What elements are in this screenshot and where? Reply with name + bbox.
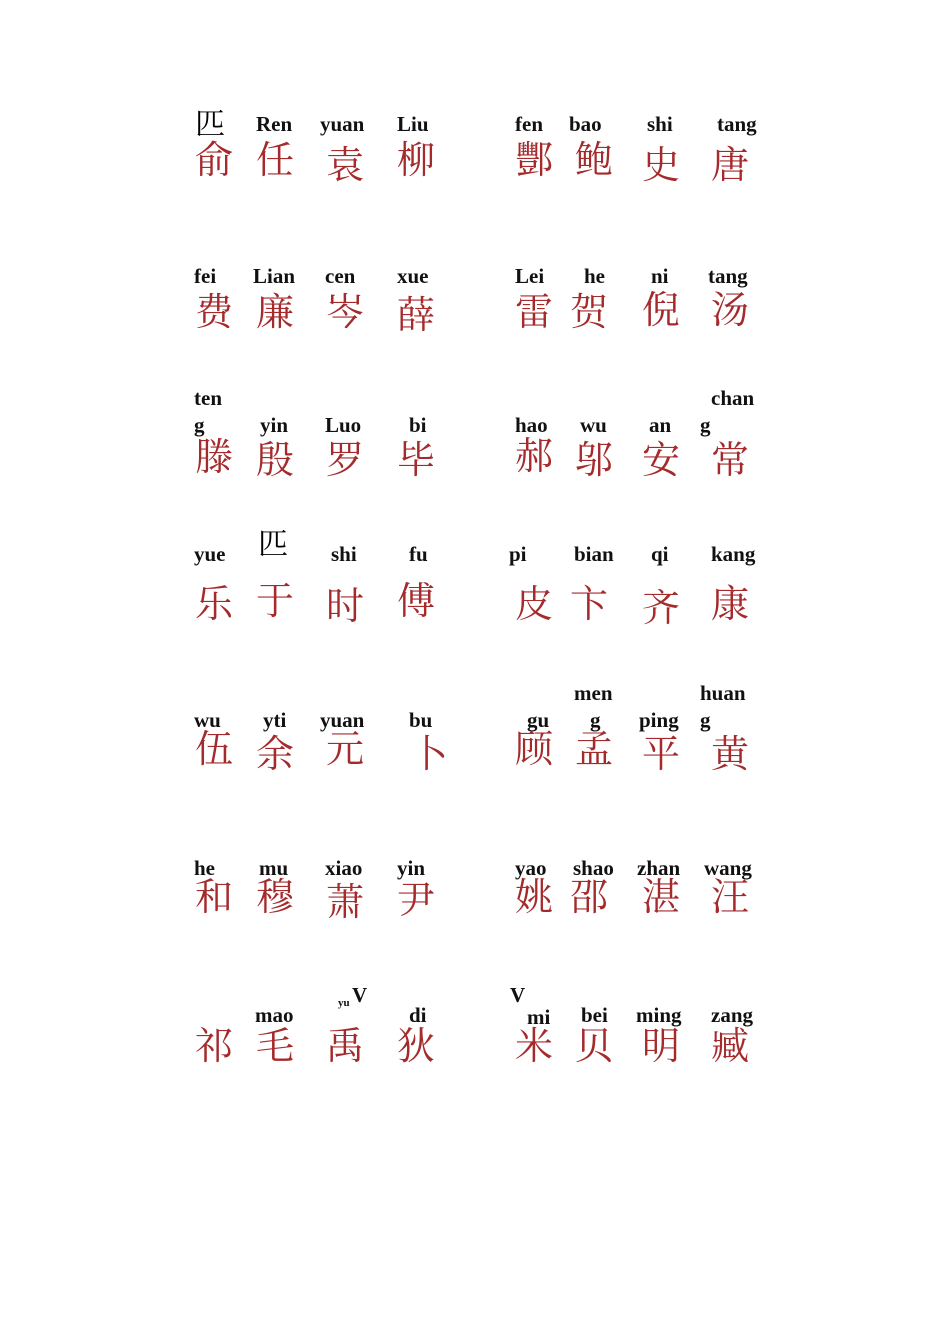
pinyin-label: xiao [325,856,363,880]
pinyin-label: ping [639,708,679,732]
pinyin-label: yu [338,997,350,1009]
pinyin-label: g [700,413,711,437]
surname-character: 臧 [711,1024,750,1068]
pinyin-label: ten [194,386,222,410]
surname-character: 常 [711,438,750,482]
surname-character: 毛 [256,1024,295,1068]
pinyin-label: wu [194,708,221,732]
pinyin-label: bu [409,708,433,732]
pinyin-label: an [649,413,672,437]
pinyin-label: tang [717,112,757,136]
surname-character: 毕 [397,438,436,482]
surname-character: 康 [711,582,750,626]
pinyin-label: pi [509,542,527,566]
pinyin-label: cen [325,264,356,288]
pinyin-label: V [510,983,526,1007]
placeholder-glyph: 匹 [195,107,225,142]
pinyin-label: g [590,708,601,732]
surname-character: 元 [326,727,365,771]
surname-character: 卜 [410,732,449,776]
surname-character: 傅 [397,579,436,623]
pinyin-label: kang [711,542,756,566]
surname-character: 姚 [515,875,554,919]
pinyin-label: Lei [515,264,545,288]
pinyin-label: yin [260,413,289,437]
pinyin-label: g [700,708,711,732]
surname-character: 卞 [570,582,609,626]
surname-character: 倪 [642,288,681,332]
surname-character: 郝 [515,434,554,478]
pinyin-label: qi [651,542,669,566]
pinyin-label: yti [263,708,287,732]
surname-character: 岑 [326,290,365,334]
surname-character: 薛 [397,293,436,337]
surname-character: 袁 [326,143,365,187]
pinyin-label: mi [527,1005,551,1029]
surname-character: 唐 [711,143,750,187]
surname-character: 平 [642,732,681,776]
surname-character: 明 [642,1024,681,1068]
pinyin-label: hao [515,413,548,437]
pinyin-label: wang [704,856,752,880]
pinyin-label: zhan [637,856,681,880]
surname-character: 邵 [570,875,609,919]
surname-character: 齐 [642,586,681,630]
pinyin-label: fei [194,264,217,288]
pinyin-label: ni [651,264,669,288]
pinyin-label: shao [573,856,614,880]
pinyin-label: tang [708,264,748,288]
pinyin-label: di [409,1003,427,1027]
pinyin-label: V [352,983,368,1007]
pinyin-label: bei [581,1003,608,1027]
pinyin-label: xue [397,264,429,288]
surname-character: 萧 [326,880,365,924]
surname-character: 湛 [642,875,681,919]
pinyin-label: yuan [320,708,365,732]
pinyin-label: yuan [320,112,365,136]
surname-character: 安 [642,438,681,482]
surname-character: 罗 [326,438,365,482]
pinyin-label: bian [574,542,614,566]
surname-character: 祁 [195,1024,234,1068]
placeholder-glyph: 匹 [258,527,288,562]
surname-character: 贝 [575,1024,614,1068]
surname-character: 贺 [570,290,609,334]
surname-character: 殷 [256,438,295,482]
surname-character: 柳 [397,138,436,182]
pinyin-label: fen [515,112,543,136]
pinyin-label: mu [259,856,289,880]
surname-character: 廉 [256,290,295,334]
surname-character: 尹 [397,878,436,922]
surname-character: 俞 [195,138,234,182]
pinyin-label: shi [647,112,673,136]
surname-character: 穆 [256,875,295,919]
pinyin-label: chan [711,386,755,410]
pinyin-label: he [194,856,215,880]
surname-character: 乐 [195,582,234,626]
pinyin-label: bi [409,413,427,437]
pinyin-label: fu [409,542,428,566]
pinyin-label: wu [580,413,607,437]
surname-character: 酆 [515,138,554,182]
pinyin-label: he [584,264,605,288]
pinyin-label: bao [569,112,602,136]
pinyin-label: huan [700,681,746,705]
surname-character: 于 [256,579,295,623]
surname-character: 史 [642,143,681,187]
pinyin-label: Luo [325,413,362,437]
surname-character: 滕 [195,435,234,479]
pinyin-label: yue [194,542,226,566]
pinyin-label: Liu [397,112,429,136]
pinyin-label: zang [711,1003,753,1027]
surname-character: 皮 [515,582,554,626]
surname-character: 伍 [195,727,234,771]
surname-character: 鲍 [575,138,614,182]
surname-character: 汪 [711,875,750,919]
surname-character: 费 [195,290,234,334]
pinyin-label: mao [255,1003,294,1027]
pinyin-label: men [574,681,613,705]
pinyin-label: gu [527,708,550,732]
pinyin-label: Lian [253,264,296,288]
pinyin-label: Ren [256,112,293,136]
surname-character: 和 [195,875,234,919]
surname-character: 时 [326,584,365,628]
pinyin-label: shi [331,542,357,566]
surname-character: 米 [515,1024,554,1068]
pinyin-label: ming [636,1003,682,1027]
surname-character: 汤 [711,288,750,332]
pinyin-label: yao [515,856,547,880]
surname-character: 孟 [575,727,614,771]
surname-character: 邬 [575,438,614,482]
pinyin-label: yin [397,856,426,880]
surname-character: 黄 [711,732,750,776]
surname-character: 禹 [326,1024,365,1068]
surname-character: 狄 [397,1024,436,1068]
surname-character: 任 [256,138,295,182]
surname-character: 雷 [515,290,554,334]
surname-character: 顾 [515,727,554,771]
pinyin-label: g [194,413,205,437]
surname-character: 余 [256,732,295,776]
